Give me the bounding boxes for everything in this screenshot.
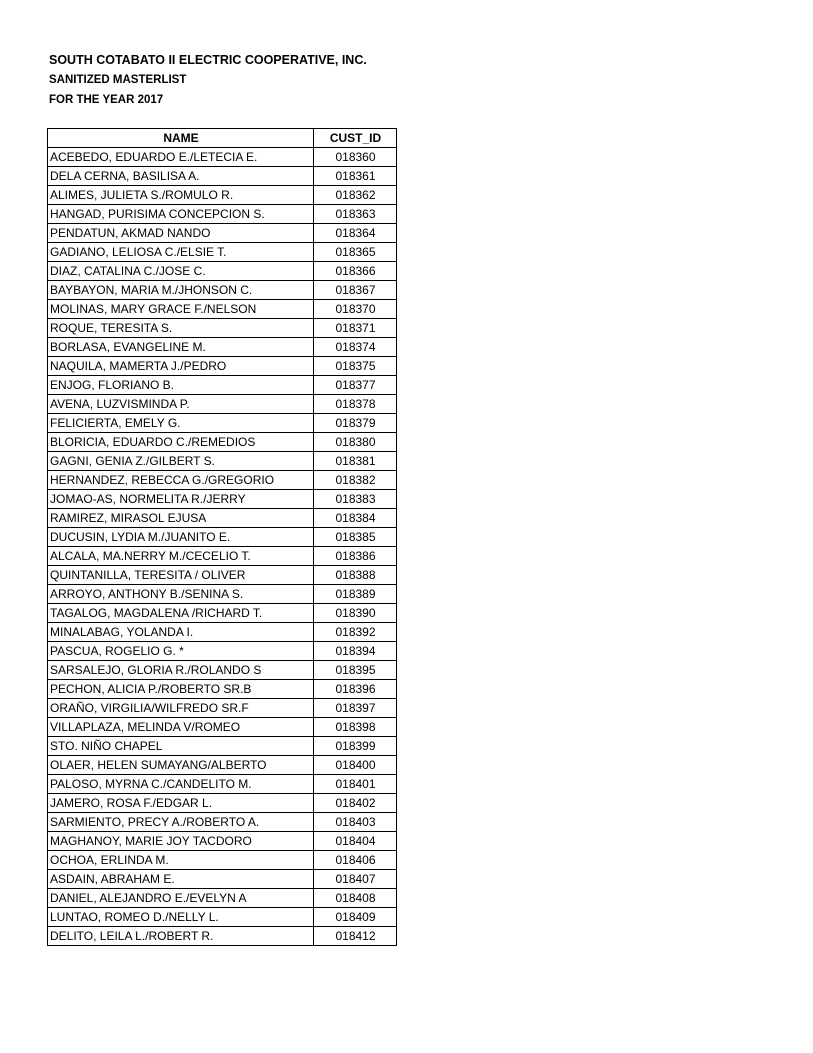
customer-id-cell: 018406 [314, 851, 397, 870]
customer-id-cell: 018360 [314, 148, 397, 167]
customer-name-cell: PASCUA, ROGELIO G. * [48, 642, 314, 661]
table-row [48, 718, 397, 737]
customer-id-cell: 018366 [314, 262, 397, 281]
customer-name-cell: BORLASA, EVANGELINE M. [48, 338, 314, 357]
customer-id-cell: 018408 [314, 889, 397, 908]
table-row [48, 167, 397, 186]
customer-name-cell: BAYBAYON, MARIA M./JHONSON C. [48, 281, 314, 300]
customer-name-cell: PENDATUN, AKMAD NANDO [48, 224, 314, 243]
customer-id-cell: 018370 [314, 300, 397, 319]
customer-name-cell: GAGNI, GENIA Z./GILBERT S. [48, 452, 314, 471]
table-row [48, 452, 397, 471]
organization-title: SOUTH COTABATO II ELECTRIC COOPERATIVE, INC. [49, 53, 367, 67]
customer-id-cell: 018400 [314, 756, 397, 775]
customer-name-cell: FELICIERTA, EMELY G. [48, 414, 314, 433]
customer-name-cell: AVENA, LUZVISMINDA P. [48, 395, 314, 414]
customer-id-cell: 018379 [314, 414, 397, 433]
table-row [48, 851, 397, 870]
customer-id-cell: 018363 [314, 205, 397, 224]
table-row [48, 870, 397, 889]
table-row [48, 642, 397, 661]
customer-name-cell: MAGHANOY, MARIE JOY TACDORO [48, 832, 314, 851]
table-row [48, 699, 397, 718]
table-row [48, 148, 397, 167]
customer-id-cell: 018389 [314, 585, 397, 604]
customer-name-cell: VILLAPLAZA, MELINDA V/ROMEO [48, 718, 314, 737]
table-row [48, 737, 397, 756]
customer-name-cell: DELA CERNA, BASILISA A. [48, 167, 314, 186]
table-row [48, 376, 397, 395]
customer-name-cell: ENJOG, FLORIANO B. [48, 376, 314, 395]
customer-name-cell: ASDAIN, ABRAHAM E. [48, 870, 314, 889]
table-row [48, 889, 397, 908]
table-row [48, 927, 397, 946]
customer-id-cell: 018383 [314, 490, 397, 509]
customer-name-cell: DELITO, LEILA L./ROBERT R. [48, 927, 314, 946]
table-row [48, 566, 397, 585]
customer-id-cell: 018397 [314, 699, 397, 718]
customer-id-cell: 018401 [314, 775, 397, 794]
table-row [48, 281, 397, 300]
customer-id-cell: 018409 [314, 908, 397, 927]
customer-name-cell: ORAÑO, VIRGILIA/WILFREDO SR.F [48, 699, 314, 718]
customer-id-cell: 018382 [314, 471, 397, 490]
customer-id-cell: 018396 [314, 680, 397, 699]
customer-name-cell: OCHOA, ERLINDA M. [48, 851, 314, 870]
table-row [48, 661, 397, 680]
customer-name-cell: LUNTAO, ROMEO D./NELLY L. [48, 908, 314, 927]
customer-name-cell: PALOSO, MYRNA C./CANDELITO M. [48, 775, 314, 794]
table-row [48, 547, 397, 566]
customer-name-cell: ALIMES, JULIETA S./ROMULO R. [48, 186, 314, 205]
customer-id-cell: 018375 [314, 357, 397, 376]
table-row [48, 243, 397, 262]
customer-id-cell: 018378 [314, 395, 397, 414]
masterlist-table [47, 128, 397, 946]
table-row [48, 338, 397, 357]
table-header-row [48, 129, 397, 148]
customer-id-cell: 018390 [314, 604, 397, 623]
customer-id-cell: 018362 [314, 186, 397, 205]
customer-id-cell: 018404 [314, 832, 397, 851]
customer-name-cell: BLORICIA, EDUARDO C./REMEDIOS [48, 433, 314, 452]
table-row [48, 262, 397, 281]
customer-name-cell: ROQUE, TERESITA S. [48, 319, 314, 338]
customer-id-cell: 018403 [314, 813, 397, 832]
customer-id-cell: 018385 [314, 528, 397, 547]
table-row [48, 908, 397, 927]
table-row [48, 395, 397, 414]
table-row [48, 205, 397, 224]
customer-id-cell: 018384 [314, 509, 397, 528]
customer-name-cell: TAGALOG, MAGDALENA /RICHARD T. [48, 604, 314, 623]
customer-id-cell: 018374 [314, 338, 397, 357]
customer-name-cell: DANIEL, ALEJANDRO E./EVELYN A [48, 889, 314, 908]
document-year: FOR THE YEAR 2017 [49, 94, 164, 106]
customer-name-cell: RAMIREZ, MIRASOL EJUSA [48, 509, 314, 528]
customer-id-cell: 018402 [314, 794, 397, 813]
customer-name-cell: DIAZ, CATALINA C./JOSE C. [48, 262, 314, 281]
customer-id-cell: 018386 [314, 547, 397, 566]
customer-name-cell: JAMERO, ROSA F./EDGAR L. [48, 794, 314, 813]
customer-name-cell: ARROYO, ANTHONY B./SENINA S. [48, 585, 314, 604]
column-header-cust-id: CUST_ID [314, 129, 397, 148]
table-row [48, 471, 397, 490]
customer-id-cell: 018367 [314, 281, 397, 300]
customer-name-cell: GADIANO, LELIOSA C./ELSIE T. [48, 243, 314, 262]
customer-id-cell: 018380 [314, 433, 397, 452]
customer-id-cell: 018407 [314, 870, 397, 889]
table-row [48, 490, 397, 509]
table-row [48, 433, 397, 452]
table-row [48, 357, 397, 376]
table-row [48, 623, 397, 642]
customer-name-cell: QUINTANILLA, TERESITA / OLIVER [48, 566, 314, 585]
table-row [48, 319, 397, 338]
table-row [48, 186, 397, 205]
customer-name-cell: ALCALA, MA.NERRY M./CECELIO T. [48, 547, 314, 566]
customer-name-cell: SARMIENTO, PRECY A./ROBERTO A. [48, 813, 314, 832]
customer-id-cell: 018399 [314, 737, 397, 756]
customer-name-cell: HERNANDEZ, REBECCA G./GREGORIO [48, 471, 314, 490]
table-row [48, 794, 397, 813]
table-row [48, 813, 397, 832]
table-row [48, 680, 397, 699]
column-header-name: NAME [48, 129, 314, 148]
customer-name-cell: DUCUSIN, LYDIA M./JUANITO E. [48, 528, 314, 547]
customer-id-cell: 018395 [314, 661, 397, 680]
table-row [48, 756, 397, 775]
table-row [48, 604, 397, 623]
document-header [49, 50, 367, 110]
customer-id-cell: 018392 [314, 623, 397, 642]
table-row [48, 832, 397, 851]
document-subtitle: SANITIZED MASTERLIST [49, 74, 187, 86]
customer-name-cell: JOMAO-AS, NORMELITA R./JERRY [48, 490, 314, 509]
table-row [48, 509, 397, 528]
customer-name-cell: HANGAD, PURISIMA CONCEPCION S. [48, 205, 314, 224]
table-row [48, 414, 397, 433]
customer-id-cell: 018364 [314, 224, 397, 243]
customer-name-cell: NAQUILA, MAMERTA J./PEDRO [48, 357, 314, 376]
table-row [48, 224, 397, 243]
table-body [48, 148, 397, 946]
table-row [48, 585, 397, 604]
customer-name-cell: STO. NIÑO CHAPEL [48, 737, 314, 756]
customer-name-cell: ACEBEDO, EDUARDO E./LETECIA E. [48, 148, 314, 167]
table-row [48, 300, 397, 319]
customer-name-cell: SARSALEJO, GLORIA R./ROLANDO S [48, 661, 314, 680]
customer-name-cell: OLAER, HELEN SUMAYANG/ALBERTO [48, 756, 314, 775]
customer-name-cell: PECHON, ALICIA P./ROBERTO SR.B [48, 680, 314, 699]
customer-id-cell: 018388 [314, 566, 397, 585]
customer-id-cell: 018398 [314, 718, 397, 737]
customer-name-cell: MOLINAS, MARY GRACE F./NELSON [48, 300, 314, 319]
table-row [48, 775, 397, 794]
customer-id-cell: 018371 [314, 319, 397, 338]
customer-id-cell: 018377 [314, 376, 397, 395]
customer-id-cell: 018381 [314, 452, 397, 471]
customer-name-cell: MINALABAG, YOLANDA I. [48, 623, 314, 642]
customer-id-cell: 018394 [314, 642, 397, 661]
table-row [48, 528, 397, 547]
customer-id-cell: 018361 [314, 167, 397, 186]
customer-id-cell: 018412 [314, 927, 397, 946]
customer-id-cell: 018365 [314, 243, 397, 262]
